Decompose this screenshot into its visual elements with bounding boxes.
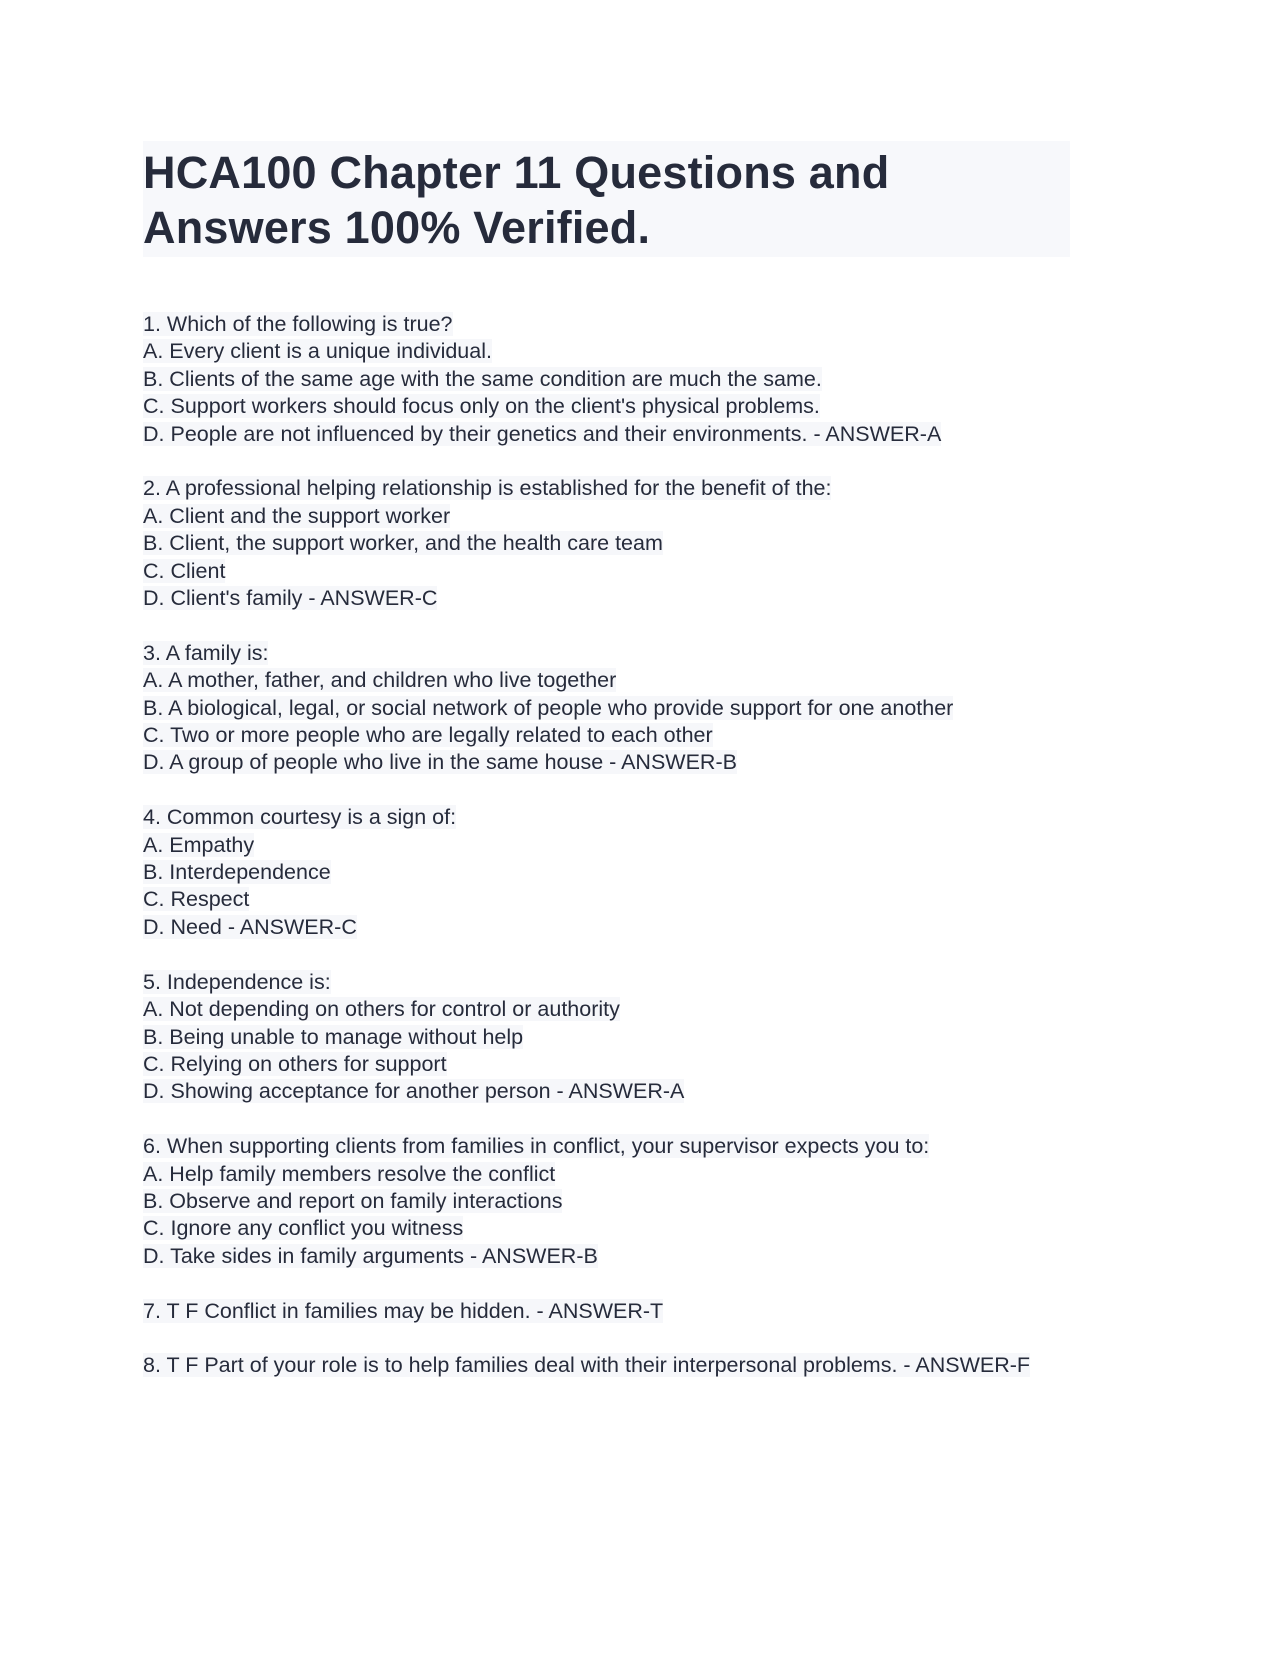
question-5: [143, 969, 1070, 1106]
question-text-content: 5. Independence is:: [143, 969, 331, 994]
document-title: HCA100 Chapter 11 Questions and Answers 100% Verified.: [143, 141, 1070, 257]
answer-option: [143, 421, 1070, 448]
answer-option: [143, 859, 1070, 886]
answer-option: [143, 914, 1070, 941]
question-text-content: 1. Which of the following is true?: [143, 312, 453, 336]
question-1: [143, 311, 1070, 448]
question-list: [143, 311, 1070, 1380]
answer-option: [143, 1024, 1070, 1051]
answer-option-text: C. Relying on others for support: [143, 1051, 447, 1076]
answer-option: [143, 1243, 1070, 1270]
answer-option-text: A. Every client is a unique individual.: [143, 339, 492, 364]
answer-option: [143, 886, 1070, 913]
question-2: [143, 475, 1070, 612]
answer-option-text: D. Need - ANSWER-C: [143, 914, 357, 939]
answer-option-text: B. A biological, legal, or social network of people who provide support for one another: [143, 695, 954, 720]
answer-option: [143, 695, 1070, 722]
answer-option-text: D. People are not influenced by their genetics and their environments. - ANSWER-A: [143, 421, 942, 446]
answer-option-text: A. Help family members resolve the conflict: [143, 1161, 556, 1186]
answer-option: [143, 338, 1070, 365]
answer-option: [143, 832, 1070, 859]
answer-option: [143, 749, 1070, 776]
answer-option-text: D. A group of people who live in the same house - ANSWER-B: [143, 750, 737, 775]
question-text-content: 4. Common courtesy is a sign of:: [143, 805, 457, 830]
answer-option: [143, 558, 1070, 585]
question-6: [143, 1133, 1070, 1270]
question-text: [143, 1133, 1070, 1160]
question-text-content: 3. A family is:: [143, 640, 269, 665]
answer-option: [143, 1078, 1070, 1105]
answer-option: [143, 503, 1070, 530]
answer-option: [143, 1188, 1070, 1215]
answer-option-text: A. Client and the support worker: [143, 503, 451, 528]
answer-option-text: C. Ignore any conflict you witness: [143, 1216, 464, 1241]
answer-option: [143, 1051, 1070, 1078]
answer-option: [143, 393, 1070, 420]
answer-option-text: B. Clients of the same age with the same condition are much the same.: [143, 366, 822, 391]
question-7: [143, 1298, 1070, 1325]
answer-option-text: C. Support workers should focus only on the client's physical problems.: [143, 394, 820, 419]
question-4: [143, 804, 1070, 941]
answer-option-text: B. Observe and report on family interactions: [143, 1188, 563, 1213]
answer-option-text: B. Client, the support worker, and the health care team: [143, 531, 663, 556]
question-text: [143, 640, 1070, 667]
answer-option-text: C. Two or more people who are legally related to each other: [143, 723, 713, 748]
question-text: [143, 311, 1070, 338]
answer-option: [143, 1161, 1070, 1188]
question-text-content: 7. T F Conflict in families may be hidden. - ANSWER-T: [143, 1298, 664, 1323]
question-text-content: 8. T F Part of your role is to help families deal with their interpersonal problems. - ANSWER-F: [143, 1353, 1031, 1378]
answer-option: [143, 585, 1070, 612]
answer-option: [143, 667, 1070, 694]
answer-option-text: B. Interdependence: [143, 860, 331, 885]
answer-option-text: D. Take sides in family arguments - ANSWER-B: [143, 1243, 598, 1268]
question-text-content: 6. When supporting clients from families in conflict, your supervisor expects you to:: [143, 1134, 930, 1159]
answer-option-text: B. Being unable to manage without help: [143, 1024, 524, 1049]
answer-option-text: C. Client: [143, 558, 226, 583]
question-text-content: 2. A professional helping relationship is established for the benefit of the:: [143, 476, 832, 501]
question-8: [143, 1352, 1070, 1379]
answer-option-text: A. A mother, father, and children who live together: [143, 668, 617, 693]
answer-option-text: C. Respect: [143, 887, 250, 912]
question-text: [143, 1352, 1070, 1379]
question-text: [143, 969, 1070, 996]
question-text: [143, 475, 1070, 502]
answer-option-text: A. Empathy: [143, 832, 255, 857]
answer-option-text: A. Not depending on others for control or authority: [143, 997, 620, 1022]
answer-option: [143, 722, 1070, 749]
question-text: [143, 1298, 1070, 1325]
answer-option-text: D. Showing acceptance for another person - ANSWER-A: [143, 1079, 685, 1104]
question-text: [143, 804, 1070, 831]
answer-option: [143, 1215, 1070, 1242]
answer-option: [143, 530, 1070, 557]
document-page: [143, 141, 1070, 1407]
answer-option: [143, 366, 1070, 393]
answer-option-text: D. Client's family - ANSWER-C: [143, 586, 438, 611]
answer-option: [143, 996, 1070, 1023]
question-3: [143, 640, 1070, 777]
